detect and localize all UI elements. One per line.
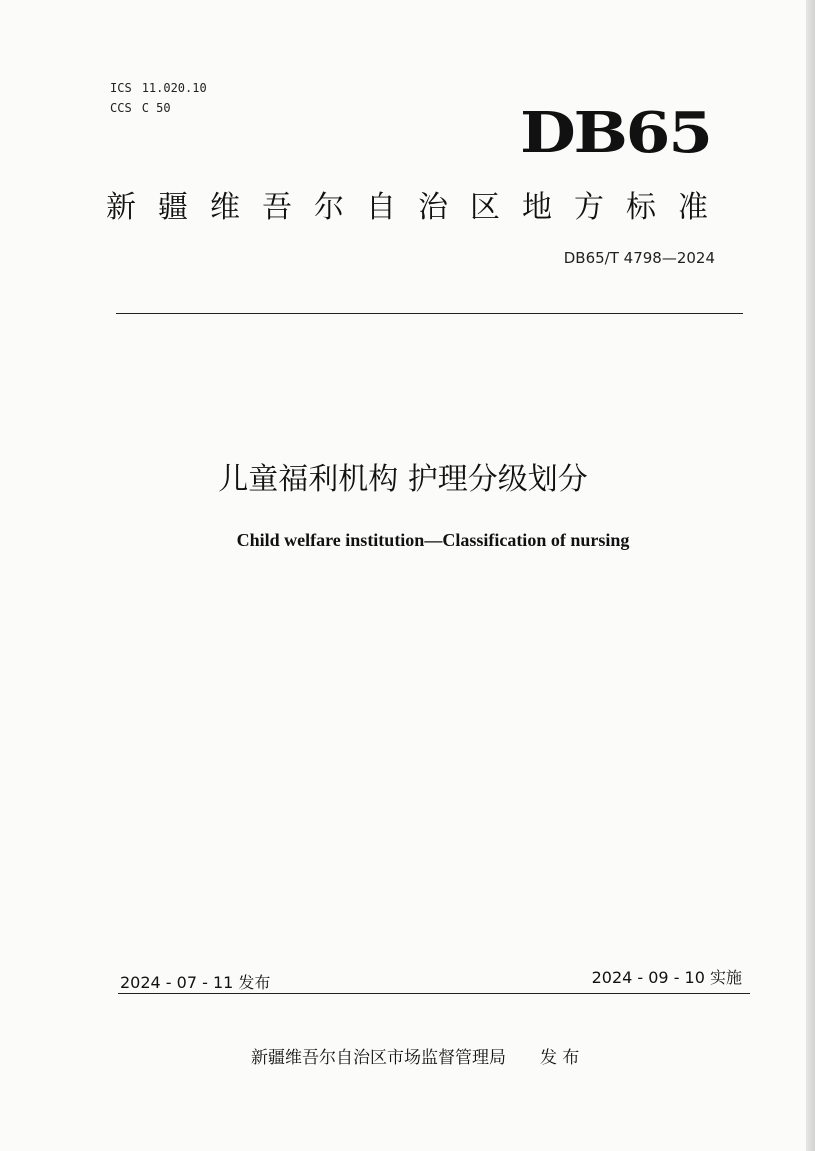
ccs-label: CCS xyxy=(110,101,132,115)
ccs-code-line xyxy=(110,98,207,118)
db65-logo: DB65 xyxy=(520,100,711,166)
publisher-line xyxy=(251,1046,579,1070)
document-title-english: Child welfare institution—Classification of nursing xyxy=(236,530,630,550)
implementation-date: 2024 - 09 - 10 实施 xyxy=(591,968,742,987)
classification-codes xyxy=(110,78,207,118)
standard-number: DB65/T 4798—2024 xyxy=(563,249,715,267)
bottom-divider xyxy=(118,993,750,994)
issue-date: 2024 - 07 - 11 发布 xyxy=(120,973,271,992)
scan-edge xyxy=(806,0,815,1151)
ccs-code: C 50 xyxy=(141,101,171,115)
publisher-name: 新疆维吾尔自治区市场监督管理局 xyxy=(251,1048,506,1068)
ics-code: 11.020.10 xyxy=(141,81,207,95)
publish-label: 发 布 xyxy=(540,1048,580,1068)
document-title-chinese: 儿童福利机构 护理分级划分 xyxy=(218,462,588,497)
top-divider xyxy=(116,313,743,314)
ics-code-line xyxy=(110,78,207,98)
ics-label: ICS xyxy=(110,81,132,95)
standard-category-title: 新疆维吾尔自治区地方标准 xyxy=(106,190,730,225)
